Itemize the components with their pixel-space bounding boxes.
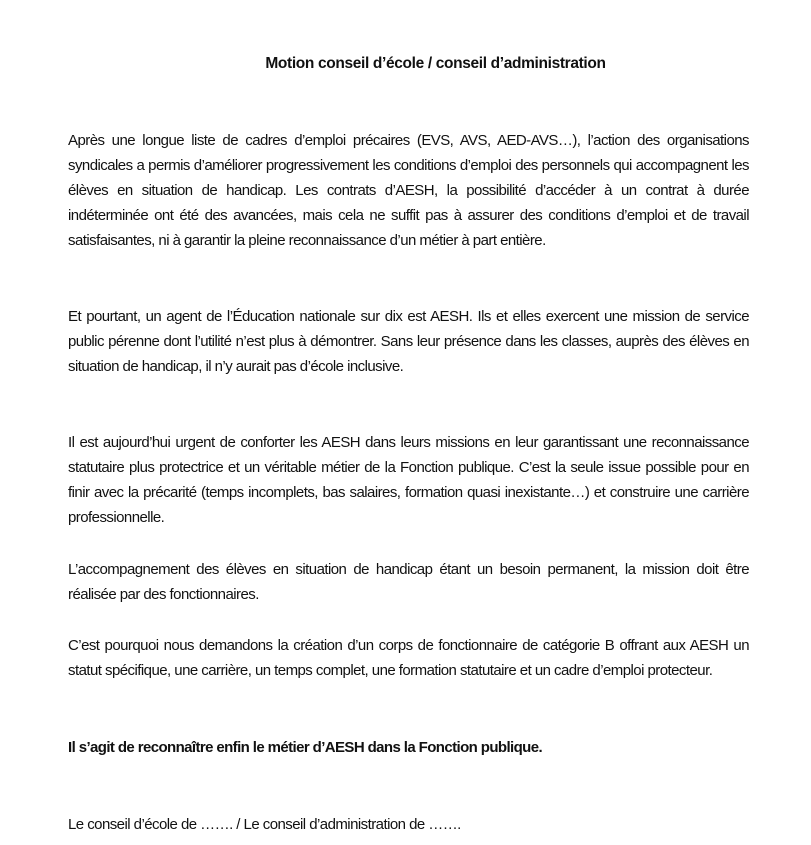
conclusion-statement: Il s’agit de reconnaître enfin le métier d’AESH dans la Fonction publique.	[68, 739, 543, 756]
paragraph-permanent-need: L’accompagnement des élèves en situation de handicap étant un besoin permanent, la mission doit être réalisée par des fonctionnaires.	[68, 561, 749, 603]
paragraph-context: Et pourtant, un agent de l’Éducation nationale sur dix est AESH. Ils et elles exercent une mission de service public pérenne dont l’utilité n’est plus à démontrer. Sans leur présence dans les classes, auprès des élèves en situation de handicap, il n’y aurait pas d’école inclusive.	[68, 308, 749, 375]
signature-line: Le conseil d’école de ……. / Le conseil d’administration de …….	[68, 816, 461, 833]
paragraph-demand: C’est pourquoi nous demandons la création d’un corps de fonctionnaire de catégorie B offrant aux AESH un statut spécifique, une carrière, un temps complet, une formation statutaire et un cadre d’emploi protecteur.	[68, 637, 749, 679]
paragraph-intro: Après une longue liste de cadres d’emploi précaires (EVS, AVS, AED-AVS…), l’action des organisations syndicales a permis d’améliorer progressivement les conditions d’emploi des personnels qui accompagnent les élèves en situation de handicap. Les contrats d’AESH, la possibilité d’accéder à un contrat à durée indéterminée ont été des avancées, mais cela ne suffit pas à assurer des conditions d’emploi et de travail satisfaisantes, ni à garantir la pleine reconnaissance d’un métier à part entière.	[68, 132, 749, 249]
document-title: Motion conseil d’école / conseil d’administration	[265, 55, 606, 72]
paragraph-urgency: Il est aujourd’hui urgent de conforter les AESH dans leurs missions en leur garantissant une reconnaissance statutaire plus protectrice et un véritable métier de la Fonction publique. C’est la seule issue possible pour en finir avec la précarité (temps incomplets, bas salaires, formation quasi inexistante…) et construire une carrière professionnelle.	[68, 434, 749, 526]
